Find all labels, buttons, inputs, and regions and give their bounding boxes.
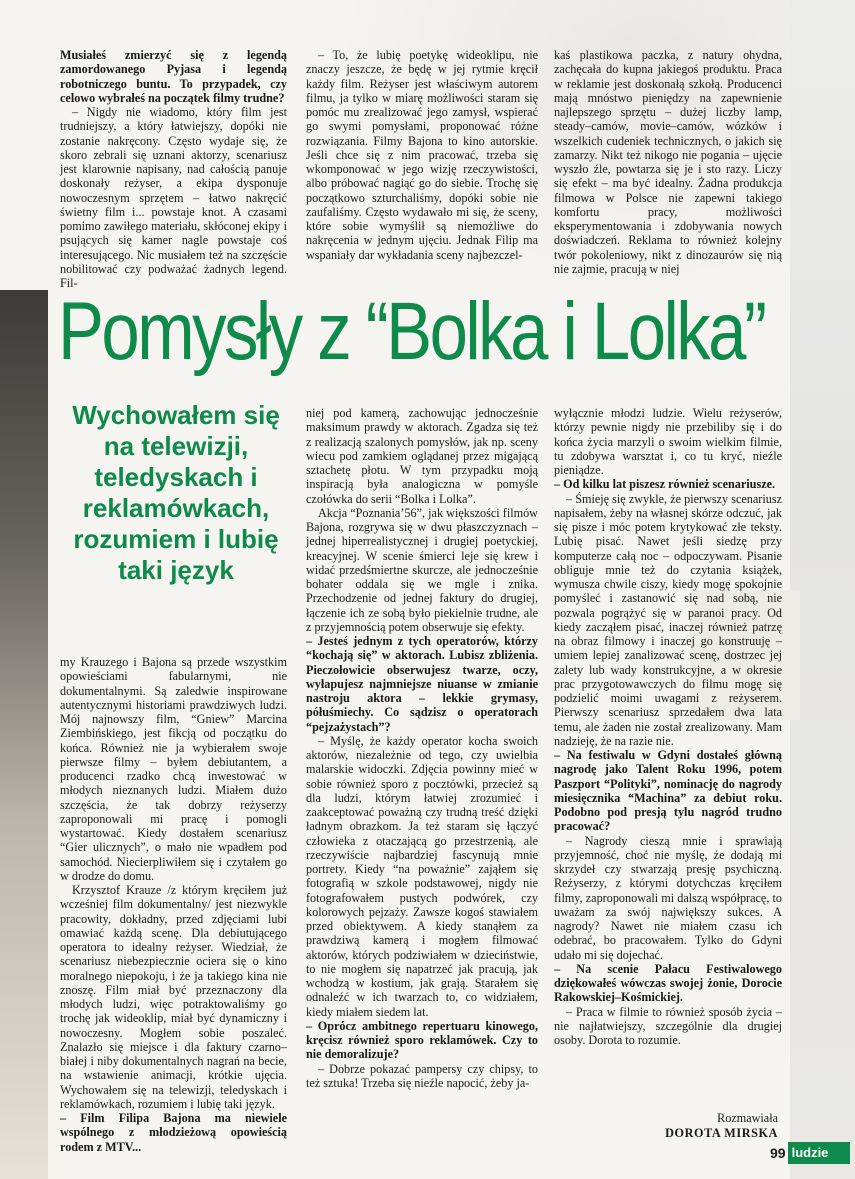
column-1-bottom [60, 655, 287, 1154]
signature-name: DOROTA MIRSKA [665, 1125, 778, 1140]
paragraph: – Nagrody cieszą mnie i sprawiają przyjemność, choć nie myślę, że dodają mi skrzydeł czy stwarzają presję psychiczną. Reżyserzy, z którymi dotychczas kręciłem filmy, zaproponowali mi dalszą współpracę, to uważam za swój największy sukces. A nagrody? Nawet nie miałem czasu ich odebrać, bo pracowałem. Tylko do Gdyni udało mi się dojechać. [554, 833, 782, 962]
interview-question: – Od kilku lat piszesz również scenariusze. [554, 477, 776, 492]
interview-question: – Na festiwalu w Gdyni dostałeś główną nagrodę jako Talent Roku 1996, potem Paszport “Polityki”, nominację do nagrody miesięcznika “Machina” za debiut roku. Podobno pod presją tylu nagród trudno pracować? [554, 748, 782, 834]
signature-label: Rozmawiała [717, 1111, 778, 1125]
left-edge-photo [0, 290, 48, 1179]
paragraph: – To, że lubię poetykę wideoklipu, nie znaczy jeszcze, że będę w jej rytmie kręcił każdy film. Reżyser jest właściwym autorem filmu, ja tylko w miarę możliwości staram się pomóc mu zrealizować jego zamysł, wspierać go swymi pomysłami, proponować różne rozwiązania. Filmy Bajona to kino autorskie. Jeśli chce się z nim pracować, trzeba się wkomponować w jego wizję rzeczywistości, albo próbować nagiąć go do siebie. Trochę się początkowo szturchaliśmy, dopóki sobie nie zaufaliśmy. Często wydawało mi się, że sceny, które sobie wymyślił są niemożliwe do nakręcenia w jednym ujęciu. Jednak Filip ma wspaniały dar wykładania sceny najbezczel- [306, 48, 538, 262]
paragraph: – Myślę, że każdy operator kocha swoich aktorów, niezależnie od tego, czy uwielbia malarskie widoczki. Zdjęcia powinny mieć w sobie również sporo z pocztówki, przecież są dla ludzi, którym łatwiej zrozumieć i zaakceptować poważną czy trudną treść dzięki ładnym obrazkom. Ja też staram się łączyć człowieka z otaczającą go przestrzenią, ale rzeczywiście najbardziej fascynują mnie portrety. Kiedy “na poważnie” zająłem się fotografią w szkole podstawowej, nigdy nie fotografowałem pustych podwórek, czy kolorowych pejzaży. Zawsze kogoś stawiałem przed obiektywem. A kiedy stanąłem za prawdziwą kamerą i mogłem filmować aktorów, których podziwiałem w dzieciństwie, to nie mogłem się napatrzeć jak pracują, jak wchodzą w kostium, jak grają. Starałem się odnaleźć w ich twarzach to, co widziałem, kiedy miałem siedem lat. [306, 733, 538, 1019]
article-title: Pomysły z “Bolka i Lolka” [58, 286, 765, 377]
column-3-top [554, 48, 782, 276]
page-footer [770, 1141, 850, 1165]
interview-question: – Jesteś jednym z tych operatorów, którzy “kochają się” w aktorach. Lubisz zbliżenia. Pieczołowicie obserwujesz twarze, oczy, wyłapujesz najmniejsze niuanse w zmianie nastroju aktora – lekkie grymasy, półuśmiechy. Co sądzisz o operatorach “pejzażystach”? [306, 634, 538, 734]
interview-question: – Film Filipa Bajona ma niewiele wspólnego z młodzieżową opowieścią rodem z MTV... [60, 1111, 287, 1154]
paragraph: niej pod kamerą, zachowując jednocześnie maksimum prawdy w aktorach. Zgadza się też z realizacją szalonych pomysłów, jak np. sceny wiecu pod zamkiem oglądanej przez migającą sztachetę płotu. W tym przypadku moją inspiracją była analogiczna w pomyśle czołówka do serii “Bolka i Lolka”. [306, 406, 538, 506]
paragraph: – Nigdy nie wiadomo, który film jest trudniejszy, a który łatwiejszy, dopóki nie zostanie nakręcony. Często wydaje się, że skoro zebrali się uznani aktorzy, scenariusz jest klarownie napisany, nad całością panuje doskonały reżyser, a ekipa dysponuje nowoczesnym sprzętem – łatwo nakręcić świetny film i... powstaje knot. A czasami pomimo zawiłego materiału, skłóconej ekipy i psujących się kamer nagle powstaje coś interesującego. Nic musiałem też na szczęście nobilitować czy podważać żadnych legend. Fil- [60, 105, 287, 290]
paragraph: Krzysztof Krauze /z którym kręciłem już wcześniej film dokumentalny/ jest niezwykle pracowity, dokładny, przed zdjęciami lubi omawiać każdą scenę. Dla debiutującego operatora to idealny reżyser. Wiedział, że scenariusz niebezpiecznie ociera się o kino moralnego niepokoju, i że ja takiego kina nie znoszę. Film miał być przeznaczony dla młodych ludzi, więc potraktowaliśmy go trochę jak wideoklip, miał być dynamiczny i nowoczesny. Mogłem sobie poszaleć. Znalazło się miejsce i dla faktury czarno–białej i niby dokumentalnych nagrań na becie, na wstawienie animacji, krótkie ujęcia. Wychowałem się na telewizji, teledyskach i reklamówkach, rozumiem i lubię taki język. [60, 883, 287, 1111]
paragraph: wyłącznie młodzi ludzie. Wielu reżyserów, którzy pewnie nigdy nie przebiliby się i do końca życia marzyli o swoim wielkim filmie, tu zdobywa warsztat i, co tu kryć, nieźle pieniądze. [554, 406, 782, 477]
interview-question: Musiałeś zmierzyć się z legendą zamordowanego Pyjasa i legendą robotniczego buntu. To przypadek, czy celowo wybrałeś na początek filmy trudne? [60, 48, 287, 105]
paragraph: – Praca w filmie to również sposób życia – nie najłatwiejszy, szczególnie dla drugiej osoby. Dorota to rozumie. [554, 1004, 782, 1047]
column-3-bottom [554, 406, 782, 1047]
paragraph: my Krauzego i Bajona są przede wszystkim opowieściami fabularnymi, nie dokumentalnymi. Są zaledwie inspirowane autentycznymi historiami prawdziwych ludzi. Mój najnowszy film, “Gniew” Marcina Ziembińskiego, jest fikcją od początku do końca. Również nie ja wybierałem swoje pierwsze filmy – byłem debiutantem, a producenci rzadko chcą inwestować w młodych nieznanych ludzi. Miałem dużo szczęścia, że tak dobrzy reżyserzy zaproponowali mi pracę i pomogli wystartować. Kiedy dostałem scenariusz “Gier ulicznych”, o mało nie wpadłem pod samochód. Niecierpliwiłem się i czytałem go w drodze do domu. [60, 655, 287, 883]
interview-signature [640, 1111, 778, 1140]
column-2-top [306, 48, 538, 262]
page-number: 99 [770, 1145, 786, 1161]
paragraph: – Śmieję się zwykle, że pierwszy scenariusz napisałem, żeby na własnej skórze odczuć, jak się pisze i móc potem krytykować złe teksty. Lubię pisać. Nawet jeśli siedzę przy komputerze całą noc – odpoczywam. Pisanie obliguje mnie też do czytania książek, wymusza chwile ciszy, kiedy mogę spokojnie pomyśleć i zastanowić się nad sobą, nie pozwala pogrążyć się w paranoi pracy. Od kiedy zacząłem pisać, inaczej również patrzę na obraz filmowy i inaczej go konstruuję – umiem lepiej zanalizować scenę, dostrzec jej zalety lub wady konstrukcyjne, a w okresie prac przygotowawczych do filmu mogę się podzielić moimi uwagami z reżyserem. Pierwszy scenariusz sprzedałem dwa lata temu, ale żaden nie został zrealizowany. Mam nadzieję, że na razie nie. [554, 491, 782, 748]
column-1-top [60, 48, 287, 290]
column-2-bottom [306, 406, 538, 1090]
interview-question: – Oprócz ambitnego repertuaru kinowego, kręcisz również sporo reklamówek. Czy to nie demoralizuje? [306, 1018, 538, 1062]
paragraph: – Dobrze pokazać pampersy czy chipsy, to też sztuka! Trzeba się nieźle napocić, żeby ja- [306, 1061, 538, 1090]
paragraph: kaś plastikowa paczka, z natury ohydna, zachęcała do kupna jakiegoś produktu. Praca w reklamie jest doskonałą szkołą. Producenci mają mnóstwo pieniędzy na zapewnienie najlepszego sprzętu – dużej liczby lamp, steady–camów, movie–camów, wózków i wszelkich cudeniek technicznych, o jakich się zamarzy. Nikt też nikogo nie pogania – ujęcie wyszło źle, powtarza się je i sto razy. Liczy się efekt – ma być idealny. Żadna produkcja filmowa w Polsce nie zapewni takiego komfortu pracy, możliwości eksperymentowania i zdobywania nowych doświadczeń. Reklama to również kolejny twór pokoleniowy, nikt z dinozaurów się nią nie zajmie, pracują w niej [554, 48, 782, 276]
section-tab: ludzie [788, 1142, 851, 1164]
interview-question: – Na scenie Pałacu Festiwalowego dziękowałeś wówczas swojej żonie, Dorocie Rakowskiej–Kośmickiej. [554, 961, 782, 1005]
paragraph: Akcja “Poznania’56”, jak większości filmów Bajona, rozgrywa się w dwu płaszczyznach – jednej hiperrealistycznej i drugiej poetyckiej, kreacyjnej. W scenie śmierci leje się krew i widać przedśmiertne skurcze, ale jednocześnie bohater oddala się we mgle i znika. Przechodzenie od jednej faktury do drugiej, łączenie ich ze sobą było piekielnie trudne, ale z przyjemnością potem obserwuje się efekty. [306, 505, 538, 634]
article-subhead: Wychowałem się na telewizji, teledyskach i reklamówkach, rozumiem i lubię taki język [72, 400, 280, 585]
